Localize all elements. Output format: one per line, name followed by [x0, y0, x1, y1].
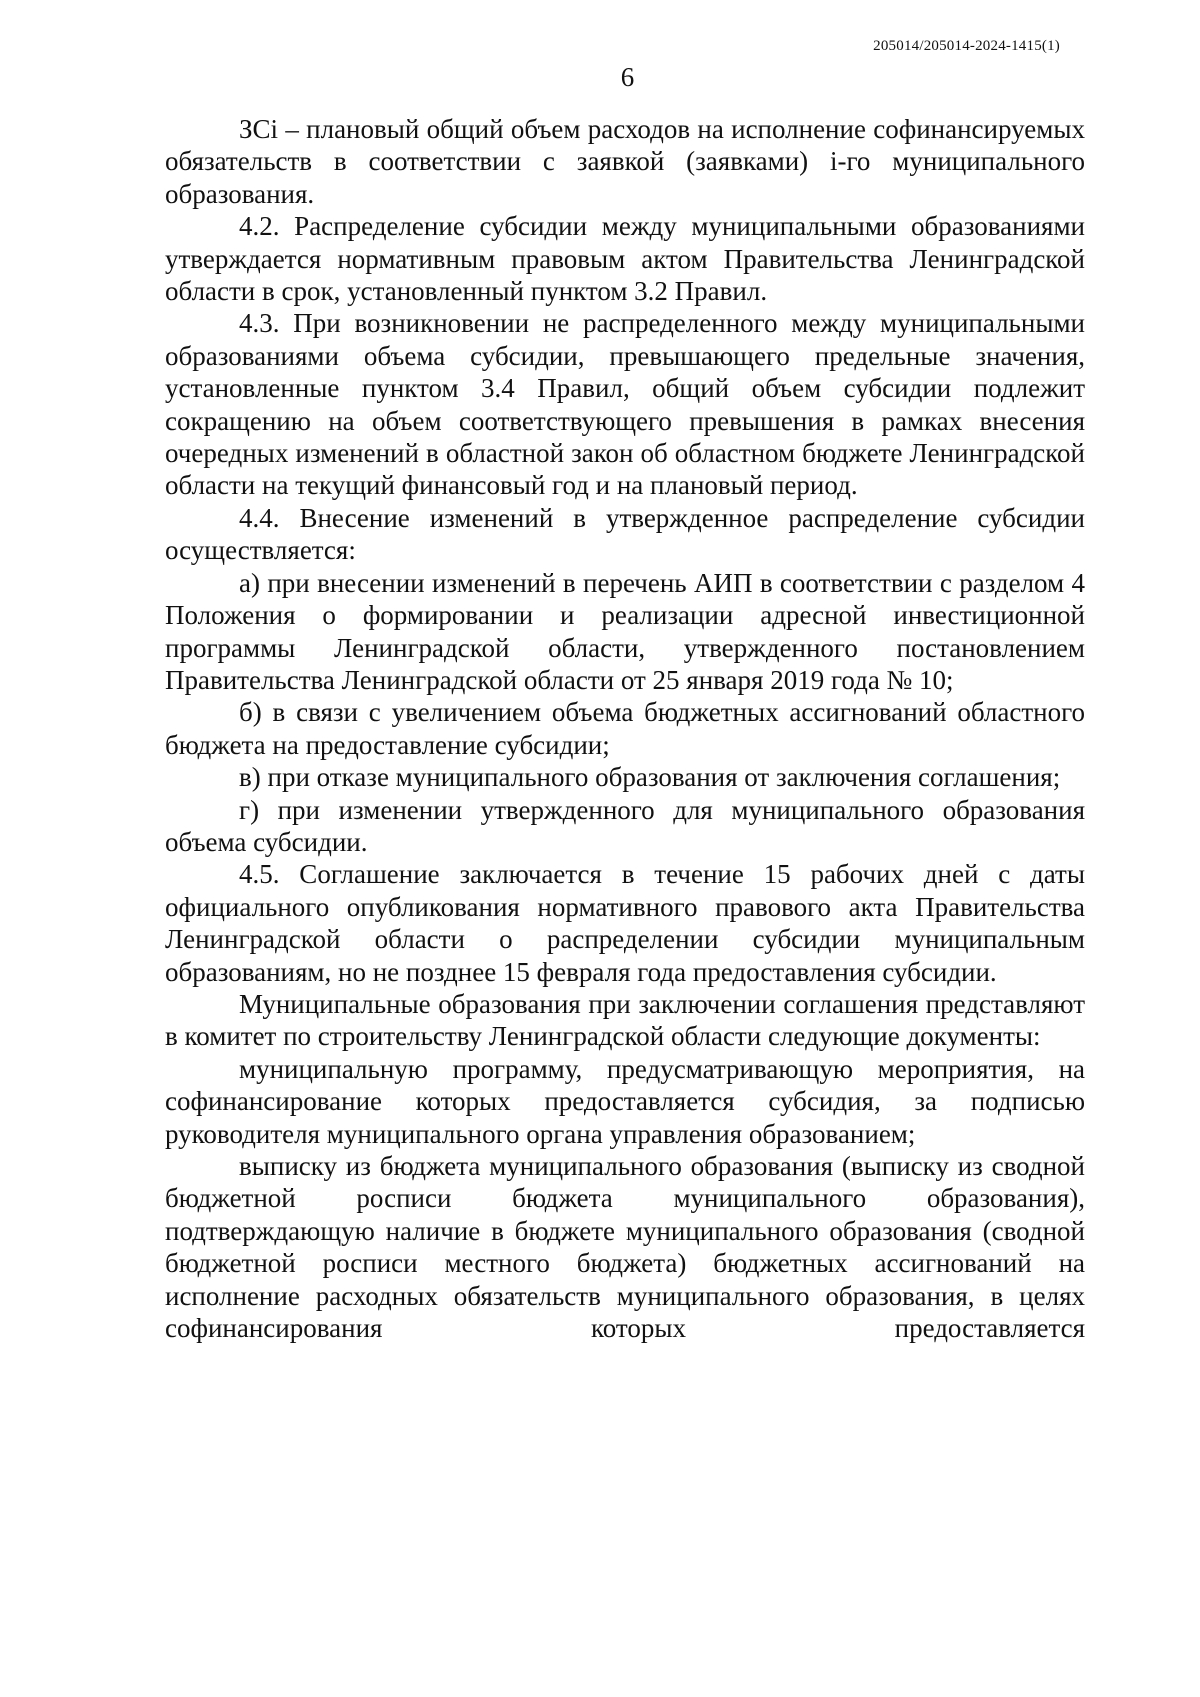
paragraph-municipal-documents: Муниципальные образования при заключении соглашения представляют в комитет по строительству Ленинградской области следующие документы:	[165, 988, 1085, 1052]
paragraph-4-4-v: в) при отказе муниципального образования от заключения соглашения;	[239, 762, 1061, 793]
paragraph-4-2: 4.2. Распределение субсидии между муниципальными образованиями утверждается нормативным правовым актом Правительства Ленинградской области в срок, установленный пунктом 3.2 Правил.	[165, 211, 1085, 307]
paragraph-4-4-b: б) в связи с увеличением объема бюджетных ассигнований областного бюджета на предоставление субсидии;	[165, 697, 1085, 760]
paragraph-4-4: 4.4. Внесение изменений в утвержденное распределение субсидии осуществляется:	[165, 502, 1085, 566]
document-body	[165, 113, 1085, 1344]
paragraph-budget-extract: выписку из бюджета муниципального образования (выписку из сводной бюджетной росписи бюджета муниципального образования), подтверждающую наличие в бюджете муниципального образования (сводной бюджетной росписи местного бюджета) бюджетных ассигнований на исполнение расходных обязательств муниципального образования, в целях софинансирования которых предоставляется	[165, 1151, 1085, 1344]
paragraph-4-5: 4.5. Соглашение заключается в течение 15 рабочих дней с даты официального опубликования нормативного правового акта Правительства Ленинградской области о распределении субсидии муниципальным образованиям, но не позднее 15 февраля года предоставления субсидии.	[165, 859, 1085, 987]
paragraph-4-4-g: г) при изменении утвержденного для муниципального образования объема субсидии.	[165, 794, 1085, 857]
paragraph-4-3: 4.3. При возникновении не распределенного между муниципальными образованиями объема субсидии, превышающего предельные значения, установленные пунктом 3.4 Правил, общий объем субсидии подлежит сокращению на объем соответствующего превышения в рамках внесения очередных изменений в областной закон об областном бюджете Ленинградской области на текущий финансовый год и на плановый период.	[165, 308, 1085, 501]
paragraph-zsi-definition: ЗСі – плановый общий объем расходов на исполнение софинансируемых обязательств в соответствии с заявкой (заявками) і-го муниципального образования.	[165, 114, 1085, 209]
document-registration-number: 205014/205014-2024-1415(1)	[873, 38, 1060, 54]
paragraph-municipal-program: муниципальную программу, предусматривающую мероприятия, на софинансирование которых предоставляется субсидия, за подписью руководителя муниципального органа управления образованием;	[165, 1053, 1085, 1149]
paragraph-4-4-a: а) при внесении изменений в перечень АИП в соответствии с разделом 4 Положения о формировании и реализации адресной инвестиционной программы Ленинградской области, утвержденного постановлением Правительства Ленинградской области от 25 января 2019 года № 10;	[165, 567, 1085, 695]
page-number: 6	[620, 62, 635, 92]
